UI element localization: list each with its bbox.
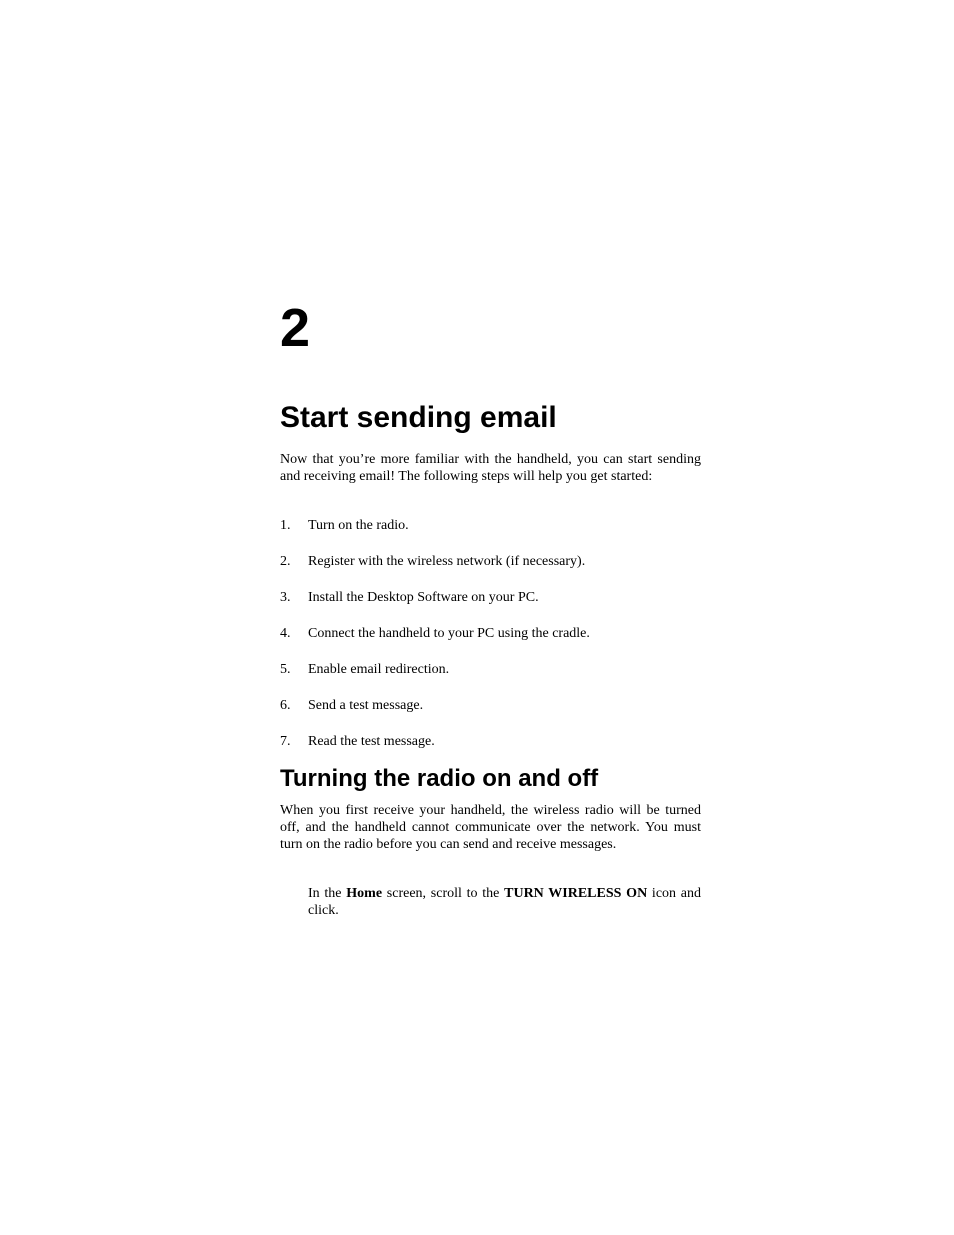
instruction-paragraph <box>308 885 701 919</box>
list-item <box>280 517 701 553</box>
steps-list <box>280 517 701 769</box>
instruction-text: screen, scroll to the <box>382 886 505 901</box>
step-number: 5. <box>280 662 291 677</box>
instruction-text: In the <box>308 886 347 901</box>
list-item <box>280 661 701 697</box>
chapter-title: Start sending email <box>280 401 557 434</box>
step-number: 7. <box>280 734 291 749</box>
step-text: Install the Desktop Software on your PC. <box>308 590 539 605</box>
step-number: 6. <box>280 698 291 713</box>
list-item <box>280 589 701 625</box>
home-screen-term: Home <box>346 886 383 901</box>
list-item <box>280 625 701 661</box>
step-text: Send a test message. <box>308 698 424 713</box>
step-number: 4. <box>280 626 291 641</box>
instruction-text: icon and click. <box>308 886 701 918</box>
step-text: Enable email redirection. <box>308 662 450 677</box>
section-title: Turning the radio on and off <box>280 765 599 792</box>
step-text: Register with the wireless network (if necessary). <box>308 554 586 569</box>
step-number: 3. <box>280 590 291 605</box>
intro-paragraph: Now that you’re more familiar with the handheld, you can start sending and receiving email! The following steps will help you get started: <box>280 452 701 484</box>
step-text: Connect the handheld to your PC using the cradle. <box>308 626 590 641</box>
step-number: 2. <box>280 554 291 569</box>
section-paragraph: When you first receive your handheld, the wireless radio will be turned off, and the handheld cannot communicate over the network. You must turn on the radio before you can send and receive messages. <box>280 803 701 852</box>
step-text: Turn on the radio. <box>308 518 409 533</box>
step-text: Read the test message. <box>308 734 435 749</box>
list-item <box>280 553 701 589</box>
step-number: 1. <box>280 518 291 533</box>
chapter-number: 2 <box>280 298 311 358</box>
list-item <box>280 697 701 733</box>
turn-wireless-on-term: TURN WIRELESS ON <box>504 886 648 901</box>
